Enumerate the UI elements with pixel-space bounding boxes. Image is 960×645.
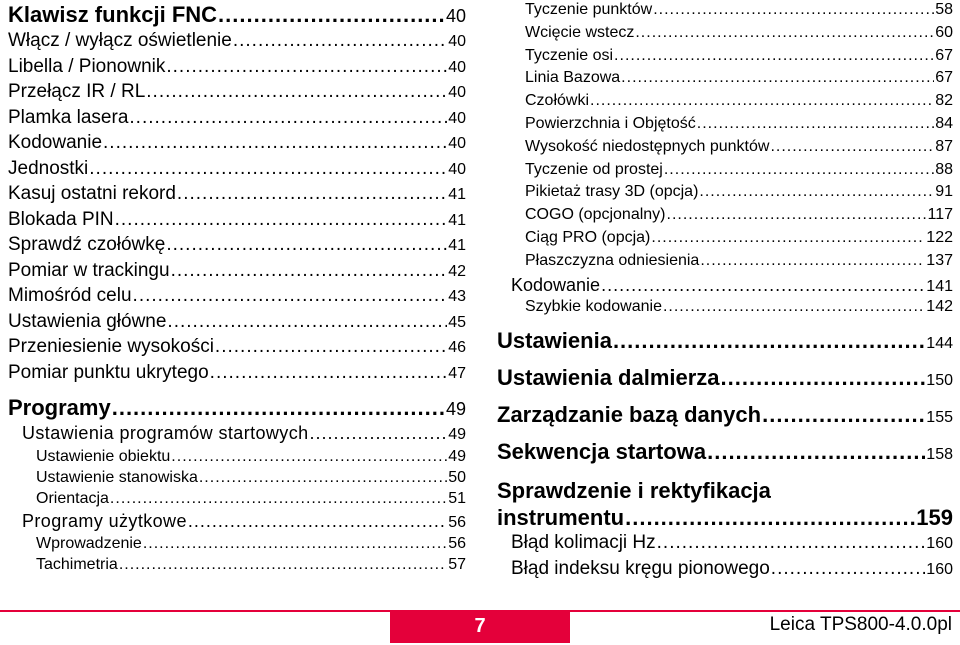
- dot-leader: [770, 138, 934, 156]
- toc-entry[interactable]: [497, 161, 953, 184]
- toc-entry-page: 159: [916, 505, 953, 531]
- toc-entry[interactable]: [497, 69, 953, 92]
- toc-entry[interactable]: [8, 56, 466, 82]
- dot-leader: [590, 92, 934, 110]
- toc-entry-title: Płaszczyzna odniesienia: [525, 251, 700, 269]
- dot-leader: [621, 69, 934, 87]
- toc-entry-title: Wysokość niedostępnych punktów: [525, 137, 770, 155]
- toc-entry-title: Plamka lasera: [8, 106, 129, 128]
- toc-entry[interactable]: [8, 209, 466, 235]
- dot-leader: [601, 275, 925, 296]
- toc-entry[interactable]: [497, 24, 953, 47]
- toc-entry-page: 160: [926, 561, 953, 579]
- toc-entry[interactable]: [8, 362, 466, 388]
- toc-entry-title: Kasuj ostatni rekord: [8, 183, 176, 204]
- toc-entry-title: Ustawienie obiektu: [36, 447, 171, 465]
- toc-entry-title: instrumentu: [497, 505, 625, 531]
- toc-entry-page: 67: [935, 69, 953, 87]
- toc-entry-title: COGO (opcjonalny): [525, 206, 666, 224]
- toc-entry-page: 49: [448, 447, 466, 465]
- toc-entry[interactable]: [8, 336, 466, 362]
- dot-leader: [721, 365, 926, 391]
- dot-leader: [625, 505, 915, 531]
- toc-entry[interactable]: [8, 30, 466, 56]
- toc-entry[interactable]: [8, 311, 466, 337]
- dot-leader: [167, 311, 447, 333]
- toc-entry[interactable]: [8, 183, 466, 209]
- toc-right-column: [497, 1, 953, 584]
- toc-entry-title: Pomiar w trackingu: [8, 259, 170, 281]
- toc-entry[interactable]: [8, 260, 466, 286]
- toc-entry-page: 122: [926, 228, 953, 246]
- toc-entry-title: Ustawienia główne: [8, 310, 167, 332]
- toc-entry-page: 150: [926, 372, 953, 390]
- dot-leader: [699, 183, 934, 201]
- toc-entry-page: 57: [448, 556, 466, 573]
- toc-entry[interactable]: [8, 490, 466, 511]
- dot-leader: [707, 439, 925, 465]
- toc-entry[interactable]: [497, 402, 953, 439]
- toc-entry-page: 47: [448, 364, 466, 382]
- dot-leader: [215, 336, 447, 358]
- toc-entry[interactable]: [8, 285, 466, 311]
- dot-leader: [171, 260, 448, 282]
- toc-left-column: [8, 2, 466, 577]
- toc-entry-page: 58: [935, 1, 953, 18]
- dot-leader: [188, 511, 447, 532]
- toc-entry-title: Pomiar punktu ukrytego: [8, 361, 209, 383]
- toc-entry-page: 137: [926, 251, 953, 269]
- toc-entry[interactable]: [8, 423, 466, 448]
- toc-entry[interactable]: [8, 535, 466, 556]
- toc-entry-title: Szybkie kodowanie: [525, 297, 662, 315]
- toc-entry-page: 49: [445, 399, 466, 419]
- dot-leader: [171, 448, 447, 466]
- toc-entry-page: 40: [448, 84, 466, 101]
- toc-entry-page: 56: [448, 513, 466, 531]
- toc-entry[interactable]: [8, 158, 466, 184]
- dot-leader: [89, 158, 447, 180]
- dot-leader: [651, 229, 925, 247]
- toc-entry[interactable]: [497, 558, 953, 584]
- toc-entry-title: Sprawdź czołówkę: [8, 234, 166, 255]
- dot-leader: [146, 81, 447, 103]
- toc-entry-page: 51: [448, 489, 466, 507]
- toc-entry[interactable]: [497, 365, 953, 402]
- toc-entry-title: Sprawdzenie i rektyfikacja: [497, 478, 771, 504]
- toc-entry-title: Sekwencja startowa: [497, 439, 707, 465]
- dot-leader: [112, 395, 445, 421]
- toc-entry-title: Tachimetria: [36, 556, 118, 573]
- toc-entry-title: Błąd kolimacji Hz: [511, 532, 656, 554]
- toc-entry-title: Tyczenie od prostej: [525, 160, 663, 178]
- toc-entry[interactable]: [497, 206, 953, 229]
- page-number: 7: [474, 615, 486, 637]
- toc-entry-title: Tyczenie punktów: [525, 1, 653, 18]
- toc-entry-page: 142: [926, 297, 953, 315]
- toc-entry[interactable]: [497, 138, 953, 161]
- toc-entry[interactable]: [8, 132, 466, 158]
- dot-leader: [771, 558, 926, 580]
- toc-entry-page: 141: [926, 277, 953, 295]
- toc-entry[interactable]: [497, 439, 953, 476]
- toc-entry-title: Błąd indeksu kręgu pionowego: [511, 558, 770, 580]
- toc-entry-title: Orientacja: [36, 489, 109, 507]
- toc-entry[interactable]: [497, 505, 953, 532]
- dot-leader: [667, 206, 927, 224]
- toc-entry[interactable]: [8, 469, 466, 490]
- toc-entry-page: 41: [448, 211, 466, 229]
- toc-entry[interactable]: [497, 328, 953, 365]
- toc-entry[interactable]: [8, 2, 466, 30]
- dot-leader: [653, 1, 934, 19]
- toc-entry-page: 82: [935, 92, 953, 110]
- toc-entry-page: 155: [926, 409, 953, 427]
- toc-entry-page: 40: [448, 58, 466, 76]
- dot-leader: [166, 234, 447, 256]
- toc-entry-page: 46: [448, 339, 466, 356]
- toc-entry-page: 41: [448, 186, 466, 203]
- toc-entry-title: Przełącz IR / RL: [8, 81, 146, 102]
- toc-entry-title: Ustawienia: [497, 328, 612, 354]
- toc-entry-title: Wprowadzenie: [36, 535, 142, 552]
- toc-entry-title: Jednostki: [8, 157, 89, 179]
- dot-leader: [762, 402, 925, 428]
- dot-leader: [663, 298, 925, 316]
- toc-entry-page: 158: [926, 446, 953, 464]
- document-id: Leica TPS800-4.0.0pl: [769, 614, 952, 635]
- toc-entry[interactable]: [497, 229, 953, 252]
- toc-entry-title: Kodowanie: [8, 132, 103, 153]
- toc-entry-title: Mimośród celu: [8, 285, 132, 306]
- dot-leader: [110, 490, 447, 508]
- toc-entry[interactable]: [497, 532, 953, 558]
- dot-leader: [115, 209, 448, 231]
- toc-entry-page: 84: [935, 114, 953, 132]
- toc-entry-page: 144: [926, 335, 953, 353]
- toc-entry[interactable]: [8, 81, 466, 107]
- toc-entry-title: Pikietaż trasy 3D (opcja): [525, 183, 699, 201]
- toc-entry-title: Tyczenie osi: [525, 46, 614, 64]
- toc-entry-title: Włącz / wyłącz oświetlenie: [8, 30, 232, 51]
- dot-leader: [129, 107, 447, 129]
- toc-entry-page: 88: [935, 160, 953, 178]
- toc-entry-title: Ciąg PRO (opcja): [525, 228, 651, 246]
- toc-entry[interactable]: [497, 115, 953, 138]
- toc-entry-page: 56: [448, 535, 466, 552]
- toc-entry-page: 91: [935, 183, 953, 201]
- dot-leader: [657, 532, 926, 554]
- dot-leader: [210, 362, 448, 384]
- toc-entry-page: 87: [935, 137, 953, 155]
- toc-entry[interactable]: [497, 92, 953, 115]
- toc-entry-title: Linia Bazowa: [525, 69, 621, 87]
- toc-entry[interactable]: [497, 275, 953, 298]
- toc-entry[interactable]: [8, 395, 466, 423]
- dot-leader: [613, 328, 925, 354]
- dot-leader: [697, 115, 934, 133]
- toc-entry-title: Przeniesienie wysokości: [8, 336, 214, 357]
- toc-entry-page: 43: [448, 288, 466, 305]
- toc-entry-page: 40: [448, 160, 466, 178]
- toc-entry-title: Libella / Pionownik: [8, 55, 166, 77]
- toc-entry[interactable]: [8, 107, 466, 133]
- toc-entry-page: 60: [935, 23, 953, 41]
- toc-entry-title: Blokada PIN: [8, 208, 114, 230]
- toc-entry[interactable]: [497, 298, 953, 321]
- toc-entry-title: Zarządzanie bazą danych: [497, 402, 762, 428]
- toc-entry-title: Czołówki: [525, 92, 590, 110]
- toc-entry-title: Klawisz funkcji FNC: [8, 2, 218, 27]
- dot-leader: [614, 47, 934, 65]
- toc-entry[interactable]: [8, 556, 466, 577]
- dot-leader: [143, 535, 447, 553]
- toc-entry-title: Ustawienia dalmierza: [497, 365, 720, 391]
- toc-entry[interactable]: [497, 47, 953, 70]
- dot-leader: [199, 469, 447, 487]
- dot-leader: [177, 183, 447, 205]
- toc-entry-page: 40: [448, 109, 466, 127]
- dot-leader: [103, 132, 447, 154]
- toc-entry-page: 40: [445, 6, 466, 26]
- toc-entry-title: Ustawienie stanowiska: [36, 468, 198, 486]
- toc-entry[interactable]: [8, 511, 466, 536]
- toc-entry[interactable]: [8, 448, 466, 469]
- dot-leader: [233, 30, 447, 52]
- dot-leader: [218, 2, 445, 28]
- toc-entry[interactable]: [497, 1, 953, 24]
- toc-entry-title: Wcięcie wstecz: [525, 23, 635, 41]
- toc-entry[interactable]: [497, 252, 953, 275]
- toc-entry-title: Kodowanie: [511, 274, 601, 295]
- toc-entry[interactable]: [497, 183, 953, 206]
- dot-leader: [664, 161, 934, 179]
- toc-entry-page: 67: [935, 46, 953, 64]
- toc-entry-page: 40: [448, 33, 466, 50]
- toc-entry-page: 45: [448, 313, 466, 331]
- dot-leader: [166, 56, 447, 78]
- dot-leader: [635, 24, 934, 42]
- dot-leader: [119, 556, 447, 574]
- dot-leader: [133, 285, 448, 307]
- dot-leader: [310, 423, 448, 444]
- toc-entry-title: Programy: [8, 395, 111, 420]
- toc-entry-page: 50: [448, 468, 466, 486]
- toc-entry[interactable]: [497, 478, 953, 505]
- toc-entry-page: 42: [448, 262, 466, 280]
- toc-entry-title: Powierzchnia i Objętość: [525, 114, 696, 132]
- page-number-box: [390, 610, 570, 643]
- toc-entry-page: 41: [448, 237, 466, 254]
- toc-entry[interactable]: [8, 234, 466, 260]
- dot-leader: [700, 252, 925, 270]
- toc-entry-page: 117: [927, 206, 953, 224]
- toc-entry-page: 40: [448, 135, 466, 152]
- toc-entry-page: 49: [448, 426, 466, 443]
- toc-entry-title: Programy użytkowe: [22, 510, 187, 531]
- toc-entry-title: Ustawienia programów startowych: [22, 423, 309, 443]
- toc-entry-page: 160: [926, 535, 953, 553]
